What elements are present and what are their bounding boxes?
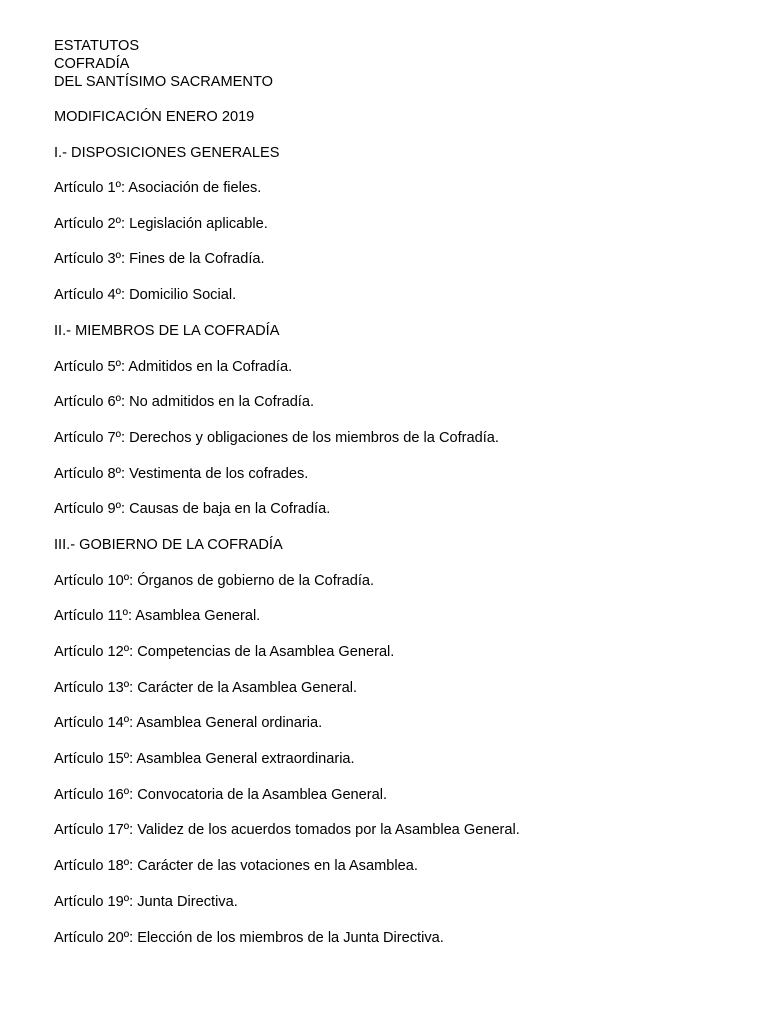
document-title [54, 37, 744, 91]
article-entry: Artículo 7º: Derechos y obligaciones de los miembros de la Cofradía. [54, 430, 499, 446]
article-entry: Artículo 8º: Vestimenta de los cofrades. [54, 466, 309, 482]
article-entry: Artículo 19º: Junta Directiva. [54, 894, 238, 910]
article-entry: Artículo 16º: Convocatoria de la Asamblea General. [54, 787, 388, 803]
article-entry: Artículo 4º: Domicilio Social. [54, 287, 237, 303]
modification-date: MODIFICACIÓN ENERO 2019 [54, 109, 255, 125]
article-entry: Artículo 17º: Validez de los acuerdos tomados por la Asamblea General. [54, 822, 520, 838]
article-entry: Artículo 12º: Competencias de la Asamblea General. [54, 644, 395, 660]
title-line-3: DEL SANTÍSIMO SACRAMENTO [54, 74, 273, 90]
article-entry: Artículo 10º: Órganos de gobierno de la Cofradía. [54, 573, 375, 589]
article-entry: Artículo 13º: Carácter de la Asamblea General. [54, 680, 358, 696]
section-heading-1: I.- DISPOSICIONES GENERALES [54, 145, 280, 161]
article-entry: Artículo 3º: Fines de la Cofradía. [54, 251, 265, 267]
article-entry: Artículo 9º: Causas de baja en la Cofradía. [54, 501, 331, 517]
article-entry: Artículo 11º: Asamblea General. [54, 608, 261, 624]
title-line-1: ESTATUTOS [54, 38, 140, 54]
section-heading-3: III.- GOBIERNO DE LA COFRADÍA [54, 537, 283, 553]
article-entry: Artículo 5º: Admitidos en la Cofradía. [54, 359, 293, 375]
section-heading-2: II.- MIEMBROS DE LA COFRADÍA [54, 323, 280, 339]
article-entry: Artículo 6º: No admitidos en la Cofradía. [54, 394, 315, 410]
article-entry: Artículo 1º: Asociación de fieles. [54, 180, 262, 196]
document-page [54, 37, 744, 946]
article-entry: Artículo 2º: Legislación aplicable. [54, 216, 268, 232]
article-entry: Artículo 15º: Asamblea General extraordinaria. [54, 751, 355, 767]
article-entry: Artículo 20º: Elección de los miembros de la Junta Directiva. [54, 930, 444, 946]
article-entry: Artículo 18º: Carácter de las votaciones en la Asamblea. [54, 858, 418, 874]
article-entry: Artículo 14º: Asamblea General ordinaria. [54, 715, 323, 731]
title-line-2: COFRADÍA [54, 56, 130, 72]
